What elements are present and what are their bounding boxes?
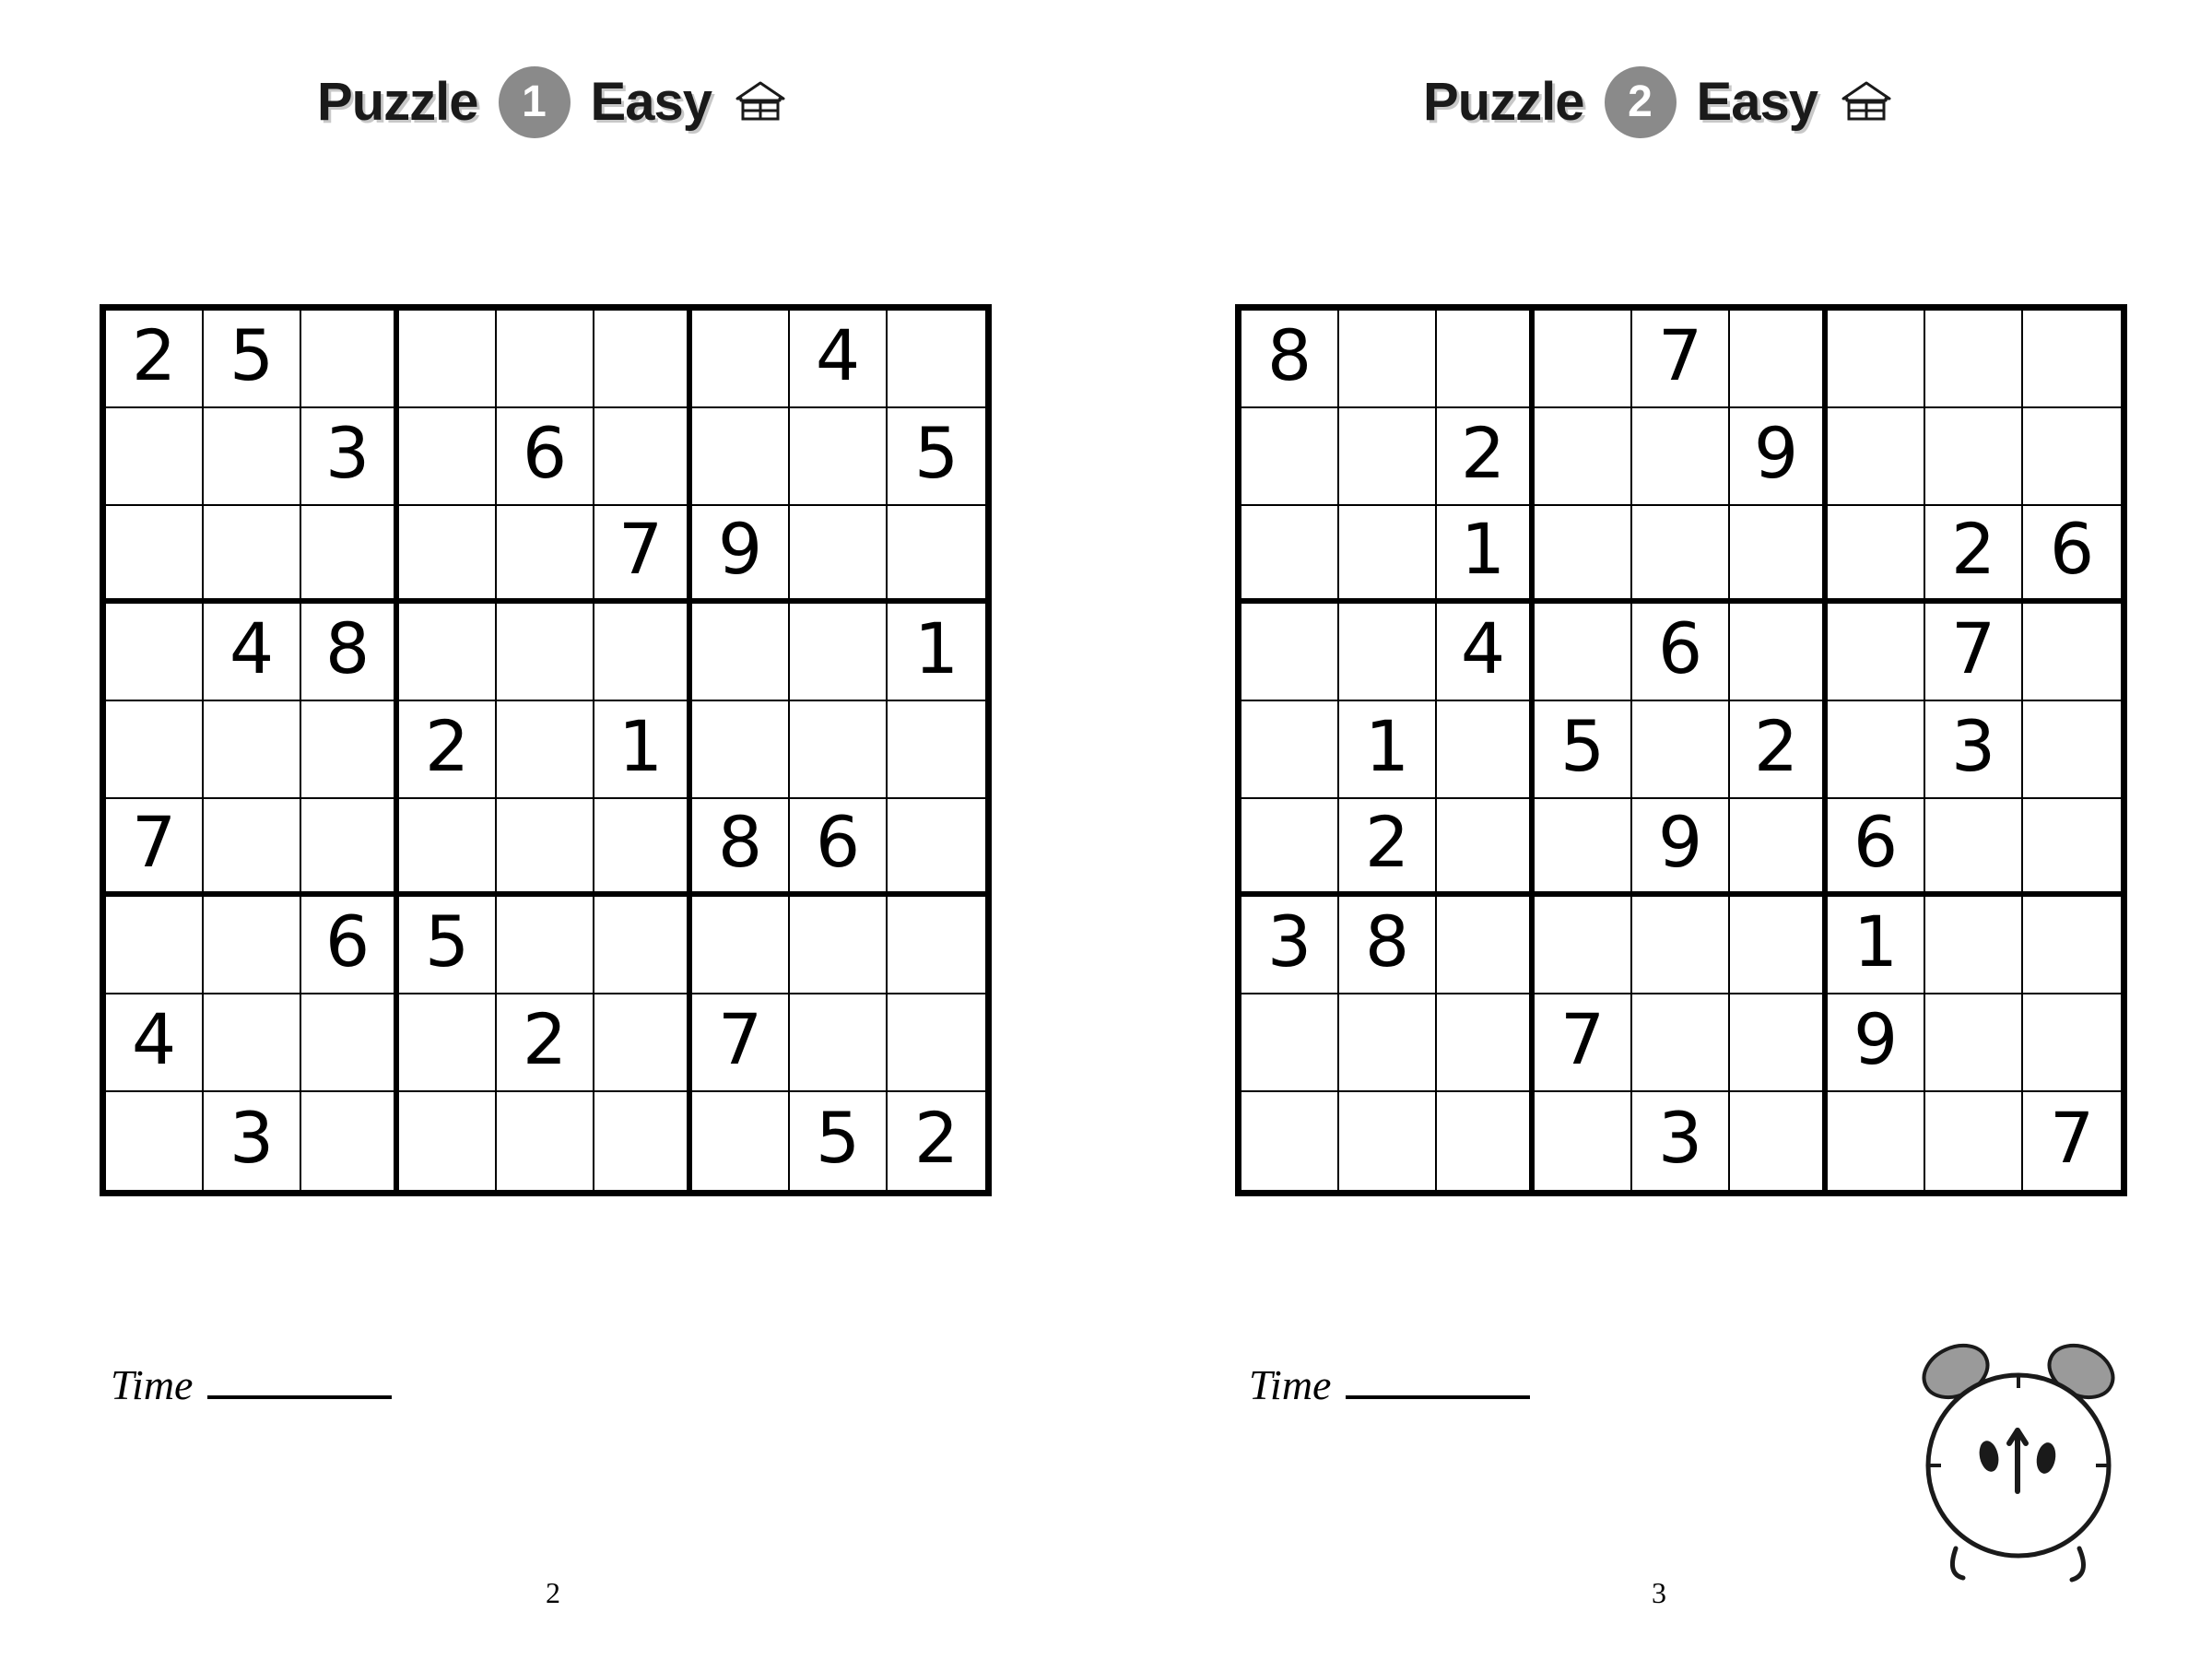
sudoku-cell[interactable] (497, 311, 594, 408)
sudoku-cell[interactable] (1828, 506, 1925, 604)
sudoku-cell[interactable] (301, 1092, 399, 1190)
sudoku-cell[interactable] (1632, 897, 1730, 994)
sudoku-cell[interactable] (692, 604, 790, 701)
sudoku-cell[interactable] (1925, 897, 2023, 994)
puzzle-difficulty-label: Easy (1696, 72, 1818, 132)
sudoku-cell[interactable] (594, 311, 692, 408)
sudoku-cell[interactable] (594, 604, 692, 701)
sudoku-cell[interactable] (888, 701, 985, 799)
sudoku-cell[interactable]: 3 (301, 408, 399, 506)
sudoku-cell[interactable] (1535, 506, 1632, 604)
sudoku-cell[interactable] (1339, 506, 1437, 604)
sudoku-cell[interactable] (1730, 1092, 1828, 1190)
sudoku-grid-1[interactable] (100, 304, 992, 1196)
sudoku-cell[interactable] (888, 506, 985, 604)
time-label: Time (111, 1361, 194, 1408)
sudoku-cell[interactable]: 6 (301, 897, 399, 994)
sudoku-cell[interactable] (1437, 897, 1535, 994)
sudoku-cell[interactable]: 3 (1241, 897, 1339, 994)
sudoku-cell[interactable] (1339, 311, 1437, 408)
time-write-line[interactable] (207, 1395, 392, 1399)
sudoku-cell[interactable] (1437, 994, 1535, 1092)
sudoku-cell[interactable] (1241, 1092, 1339, 1190)
sudoku-cell[interactable] (594, 408, 692, 506)
sudoku-cell[interactable]: 1 (888, 604, 985, 701)
sudoku-cell[interactable]: 2 (399, 701, 497, 799)
sudoku-cell[interactable] (1339, 408, 1437, 506)
sudoku-cell[interactable] (692, 408, 790, 506)
sudoku-cell[interactable] (399, 311, 497, 408)
sudoku-cell[interactable] (2023, 604, 2121, 701)
sudoku-cell[interactable]: 6 (497, 408, 594, 506)
sudoku-cell[interactable] (106, 604, 204, 701)
sudoku-cell[interactable]: 2 (1730, 701, 1828, 799)
sudoku-cell[interactable] (301, 506, 399, 604)
sudoku-cell[interactable] (2023, 311, 2121, 408)
sudoku-cell[interactable] (790, 408, 888, 506)
sudoku-cell[interactable] (399, 1092, 497, 1190)
sudoku-cell[interactable]: 6 (1828, 799, 1925, 897)
sudoku-cell[interactable]: 9 (1730, 408, 1828, 506)
sudoku-cell[interactable] (1339, 994, 1437, 1092)
sudoku-cell[interactable]: 4 (106, 994, 204, 1092)
sudoku-cell[interactable]: 3 (1925, 701, 2023, 799)
sudoku-cell[interactable]: 2 (913, 1097, 959, 1179)
sudoku-cell[interactable]: 2 (1437, 408, 1535, 506)
sudoku-cell[interactable] (204, 897, 301, 994)
sudoku-cell[interactable] (2023, 701, 2121, 799)
sudoku-cell[interactable] (497, 897, 594, 994)
sudoku-cell[interactable] (2023, 799, 2121, 897)
sudoku-cell[interactable] (1828, 408, 1925, 506)
alarm-clock-icon (1899, 1327, 2138, 1594)
sudoku-cell[interactable] (1828, 311, 1925, 408)
sudoku-cell[interactable] (106, 897, 204, 994)
sudoku-cell[interactable] (888, 897, 985, 994)
sudoku-cell[interactable]: 7 (2049, 1097, 2095, 1179)
sudoku-cell[interactable] (1632, 506, 1730, 604)
sudoku-cell[interactable] (790, 604, 888, 701)
sudoku-cell[interactable] (1730, 799, 1828, 897)
time-entry-2 (1249, 1361, 1530, 1408)
sudoku-cell[interactable]: 1 (1828, 897, 1925, 994)
sudoku-cell[interactable] (497, 506, 594, 604)
sudoku-cell[interactable] (594, 897, 692, 994)
sudoku-cell[interactable] (399, 799, 497, 897)
sudoku-cell[interactable] (594, 994, 692, 1092)
sudoku-cell[interactable]: 7 (594, 506, 692, 604)
sudoku-cell[interactable]: 1 (1339, 701, 1437, 799)
sudoku-cell[interactable] (497, 1092, 594, 1190)
sudoku-cell[interactable] (1730, 311, 1828, 408)
sudoku-cell[interactable]: 8 (1339, 897, 1437, 994)
sudoku-cell[interactable] (1437, 1092, 1535, 1190)
sudoku-cell[interactable] (106, 701, 204, 799)
puzzle-header-2 (1106, 66, 2212, 138)
sudoku-cell[interactable]: 6 (790, 799, 888, 897)
sudoku-cell[interactable] (594, 1092, 692, 1190)
sudoku-cell[interactable] (399, 506, 497, 604)
sudoku-cell[interactable] (1925, 799, 2023, 897)
sudoku-cell[interactable]: 8 (301, 604, 399, 701)
sudoku-cell[interactable] (399, 408, 497, 506)
sudoku-cell[interactable] (301, 994, 399, 1092)
sudoku-cell[interactable]: 2 (1339, 799, 1437, 897)
sudoku-cell[interactable] (1925, 311, 2023, 408)
sudoku-cell[interactable] (1241, 408, 1339, 506)
sudoku-cell[interactable] (692, 897, 790, 994)
house-icon (732, 74, 789, 131)
sudoku-cell[interactable] (1241, 799, 1339, 897)
sudoku-cell[interactable] (106, 408, 204, 506)
sudoku-cell[interactable] (594, 799, 692, 897)
puzzle-title-word: Puzzle (1423, 72, 1584, 132)
sudoku-cell[interactable] (204, 408, 301, 506)
sudoku-cell[interactable] (204, 994, 301, 1092)
sudoku-cell[interactable] (1437, 799, 1535, 897)
sudoku-cell[interactable] (1828, 1092, 1925, 1190)
sudoku-cell[interactable]: 4 (1437, 604, 1535, 701)
sudoku-cell[interactable]: 1 (594, 701, 692, 799)
puzzle-number-badge: 2 (1605, 66, 1677, 138)
sudoku-cell[interactable]: 3 (204, 1092, 301, 1190)
time-write-line[interactable] (1346, 1395, 1530, 1399)
sudoku-cell[interactable] (888, 799, 985, 897)
sudoku-cell[interactable] (1437, 311, 1535, 408)
puzzle-header-1 (0, 66, 1106, 138)
sudoku-cell[interactable]: 9 (1828, 994, 1925, 1092)
sudoku-cell[interactable] (399, 994, 497, 1092)
sudoku-cell[interactable]: 3 (1632, 1092, 1730, 1190)
sudoku-cell[interactable] (1632, 994, 1730, 1092)
sudoku-cell[interactable] (204, 701, 301, 799)
sudoku-cell[interactable] (790, 897, 888, 994)
sudoku-cell[interactable] (1535, 604, 1632, 701)
sudoku-cell[interactable] (1925, 994, 2023, 1092)
page-number-left: 2 (546, 1576, 560, 1609)
sudoku-cell[interactable] (399, 604, 497, 701)
sudoku-cell[interactable]: 6 (1632, 604, 1730, 701)
sudoku-cell[interactable]: 2 (106, 311, 204, 408)
sudoku-cell[interactable] (497, 604, 594, 701)
sudoku-cell[interactable]: 4 (204, 604, 301, 701)
sudoku-cell[interactable]: 1 (1437, 506, 1535, 604)
sudoku-cell[interactable] (106, 1092, 204, 1190)
sudoku-cell[interactable] (2023, 897, 2121, 994)
puzzle-title-word: Puzzle (317, 72, 478, 132)
sudoku-cell[interactable]: 9 (1632, 799, 1730, 897)
sudoku-grid-2[interactable] (1235, 304, 2127, 1196)
sudoku-cell[interactable] (1241, 994, 1339, 1092)
sudoku-cell[interactable] (1632, 701, 1730, 799)
sudoku-cell[interactable] (1925, 1092, 2023, 1190)
sudoku-cell[interactable] (497, 799, 594, 897)
sudoku-cell[interactable] (1730, 506, 1828, 604)
sudoku-cell[interactable] (790, 506, 888, 604)
sudoku-cell[interactable]: 6 (2023, 506, 2121, 604)
sudoku-cell[interactable]: 5 (888, 408, 985, 506)
sudoku-cell[interactable] (2023, 408, 2121, 506)
sudoku-cell[interactable] (692, 701, 790, 799)
sudoku-cell[interactable] (1437, 701, 1535, 799)
sudoku-cell[interactable]: 2 (497, 994, 594, 1092)
sudoku-cell[interactable] (1339, 604, 1437, 701)
house-icon (1838, 74, 1895, 131)
puzzle-difficulty-label: Easy (590, 72, 712, 132)
sudoku-cell[interactable] (204, 799, 301, 897)
sudoku-cell[interactable] (1535, 799, 1632, 897)
sudoku-cell[interactable] (1730, 897, 1828, 994)
sudoku-cell[interactable] (1730, 994, 1828, 1092)
time-label: Time (1249, 1361, 1332, 1408)
sudoku-cell[interactable] (790, 994, 888, 1092)
sudoku-cell[interactable] (1535, 311, 1632, 408)
sudoku-cell[interactable]: 5 (790, 1092, 888, 1190)
sudoku-cell[interactable] (888, 311, 985, 408)
sudoku-cell[interactable]: 7 (1925, 604, 2023, 701)
sudoku-cell[interactable] (2023, 994, 2121, 1092)
sudoku-cell[interactable] (301, 311, 399, 408)
puzzle-number-badge: 1 (499, 66, 571, 138)
sudoku-cell[interactable]: 4 (790, 311, 888, 408)
sudoku-cell[interactable]: 7 (106, 799, 204, 897)
time-entry-1 (111, 1361, 392, 1408)
sudoku-cell[interactable] (497, 701, 594, 799)
sudoku-cell[interactable]: 7 (1632, 311, 1730, 408)
sudoku-cell[interactable] (1535, 408, 1632, 506)
sudoku-cell[interactable] (301, 701, 399, 799)
sudoku-cell[interactable] (692, 311, 790, 408)
sudoku-cell[interactable]: 5 (399, 897, 497, 994)
sudoku-cell[interactable] (301, 799, 399, 897)
sudoku-cell[interactable]: 2 (1925, 506, 2023, 604)
sudoku-cell[interactable] (1730, 604, 1828, 701)
sudoku-cell[interactable] (1241, 506, 1339, 604)
sudoku-cell[interactable] (1632, 408, 1730, 506)
sudoku-cell[interactable]: 7 (1535, 994, 1632, 1092)
sudoku-cell[interactable] (692, 1092, 790, 1190)
sudoku-cell[interactable] (1535, 1092, 1632, 1190)
sudoku-cell[interactable] (1925, 408, 2023, 506)
sudoku-cell[interactable]: 5 (1535, 701, 1632, 799)
sudoku-cell[interactable] (1339, 1092, 1437, 1190)
page-number-right: 3 (1652, 1576, 1666, 1609)
sudoku-cell[interactable]: 9 (692, 506, 790, 604)
sudoku-cell[interactable] (1535, 897, 1632, 994)
sudoku-cell[interactable]: 8 (1241, 311, 1339, 408)
sudoku-cell[interactable] (1241, 701, 1339, 799)
sudoku-cell[interactable]: 8 (692, 799, 790, 897)
sudoku-cell[interactable] (1828, 604, 1925, 701)
sudoku-cell[interactable]: 7 (692, 994, 790, 1092)
sudoku-cell[interactable] (790, 701, 888, 799)
sudoku-cell[interactable] (1828, 701, 1925, 799)
sudoku-cell[interactable]: 5 (204, 311, 301, 408)
sudoku-cell[interactable] (888, 994, 985, 1092)
sudoku-cell[interactable] (106, 506, 204, 604)
sudoku-cell[interactable] (1241, 604, 1339, 701)
sudoku-cell[interactable] (204, 506, 301, 604)
